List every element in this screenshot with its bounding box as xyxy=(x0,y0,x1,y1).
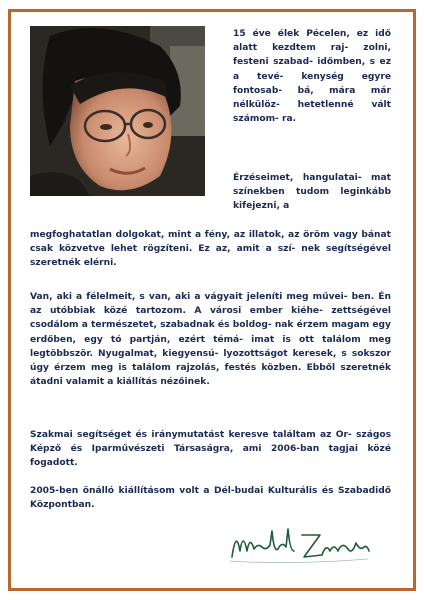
nature-paragraph: Van, aki a félelmeit, s van, aki a vágyait jeleníti meg művei- ben. Én az utóbbiak közé tartozom. A városi ember kiéhe- zettségével csodálom a természetet, szabadnak és boldog- nak érzem magam egy erdőben, egy tó partján, ezért témá- imat is ott találom meg legtöbbször. Nyugalmat, kiegyensú- lyozottságot keresek, s sokszor úgy érzem meg is találom rajzolás, festés közben. Ebből szeretnék átadni valamit a kiállítás nézőinek. xyxy=(30,292,391,388)
signature xyxy=(228,521,373,567)
feelings-paragraph-start: Érzéseimet, hangulatai- mat színekben tudom leginkább kifejezni, a xyxy=(233,173,391,212)
portrait-photo xyxy=(30,26,205,196)
society-paragraph: Szakmai segítséget és iránymutatást keresve találtam az Or- szágos Képző és Iparművészeti Társaságra, ami 2006-ban tagjai közé fogadott. xyxy=(30,430,391,469)
intro-paragraph: 15 éve élek Pécelen, ez idő alatt kezdtem raj- zolni, festeni szabad- időmben, s ez a tevé- kenység egyre fontosab- bá, mára már nélkülöz- hetetlenné vált számom- ra. xyxy=(233,29,391,125)
exhibition-paragraph: 2005-ben önálló kiállításom volt a Dél-budai Kulturális és Szabadidő Központban. xyxy=(30,486,391,511)
portrait-photo-image xyxy=(30,26,205,196)
signature-image xyxy=(228,521,373,567)
feelings-paragraph-continued: megfoghatatlan dolgokat, mint a fény, az illatok, az öröm vagy bánat csak közvetve lehet rögzíteni. Ez az, amit a szí- nek segítségével szeretnék elérni. xyxy=(30,230,391,269)
